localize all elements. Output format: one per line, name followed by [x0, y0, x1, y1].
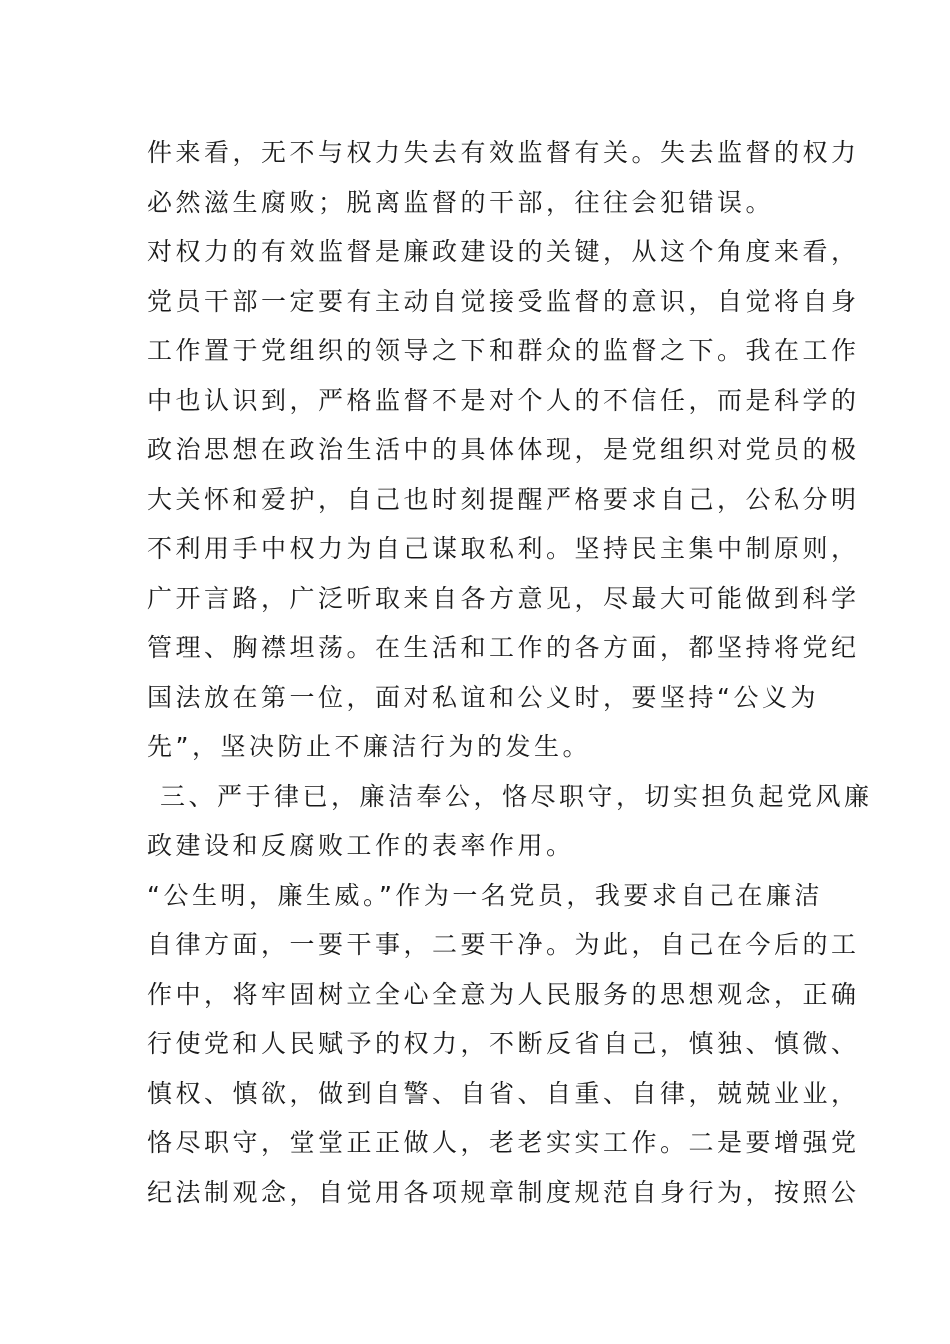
text-line: 国法放在第一位，面对私谊和公义时，要坚持“公义为 [147, 683, 819, 712]
text-line: 中也认识到，严格监督不是对个人的不信任，而是科学的 [147, 386, 860, 415]
text-line: 件来看，无不与权力失去有效监督有关。失去监督的权力 [147, 138, 860, 167]
text-line: 大关怀和爱护，自己也时刻提醒严格要求自己，公私分明 [147, 485, 860, 514]
text-line: 先”，坚决防止不廉洁行为的发生。 [147, 732, 591, 761]
text-line: 自律方面，一要干事，二要干净。为此，自己在今后的工 [147, 930, 860, 959]
text-line: 管理、胸襟坦荡。在生活和工作的各方面，都坚持将党纪 [147, 633, 860, 662]
text-line: 行使党和人民赋予的权力，不断反省自己，慎独、慎微、 [147, 1029, 860, 1058]
text-line: 纪法制观念，自觉用各项规章制度规范自身行为，按照公 [147, 1178, 860, 1207]
text-line: 不利用手中权力为自己谋取私利。坚持民主集中制原则， [147, 534, 860, 563]
text-line: 恪尽职守，堂堂正正做人，老老实实工作。二是要增强党 [147, 1128, 860, 1157]
text-line: 政治思想在政治生活中的具体体现，是党组织对党员的极 [147, 435, 860, 464]
text-line: “公生明，廉生威。”作为一名党员，我要求自己在廉洁 [147, 881, 823, 910]
text-line: 广开言路，广泛听取来自各方意见，尽最大可能做到科学 [147, 584, 860, 613]
text-line: 对权力的有效监督是廉政建设的关键，从这个角度来看， [147, 237, 860, 266]
text-line: 慎权、慎欲，做到自警、自省、自重、自律，兢兢业业， [147, 1079, 860, 1108]
text-line: 作中，将牢固树立全心全意为人民服务的思想观念，正确 [147, 980, 860, 1009]
section-heading-line: 三、严于律已，廉洁奉公，恪尽职守，切实担负起党风廉 [160, 782, 873, 811]
text-line: 必然滋生腐败；脱离监督的干部，往往会犯错误。 [147, 188, 775, 217]
text-line: 党员干部一定要有主动自觉接受监督的意识，自觉将自身 [147, 287, 860, 316]
section-heading-line: 政建设和反腐败工作的表率作用。 [147, 831, 575, 860]
text-line: 工作置于党组织的领导之下和群众的监督之下。我在工作 [147, 336, 860, 365]
